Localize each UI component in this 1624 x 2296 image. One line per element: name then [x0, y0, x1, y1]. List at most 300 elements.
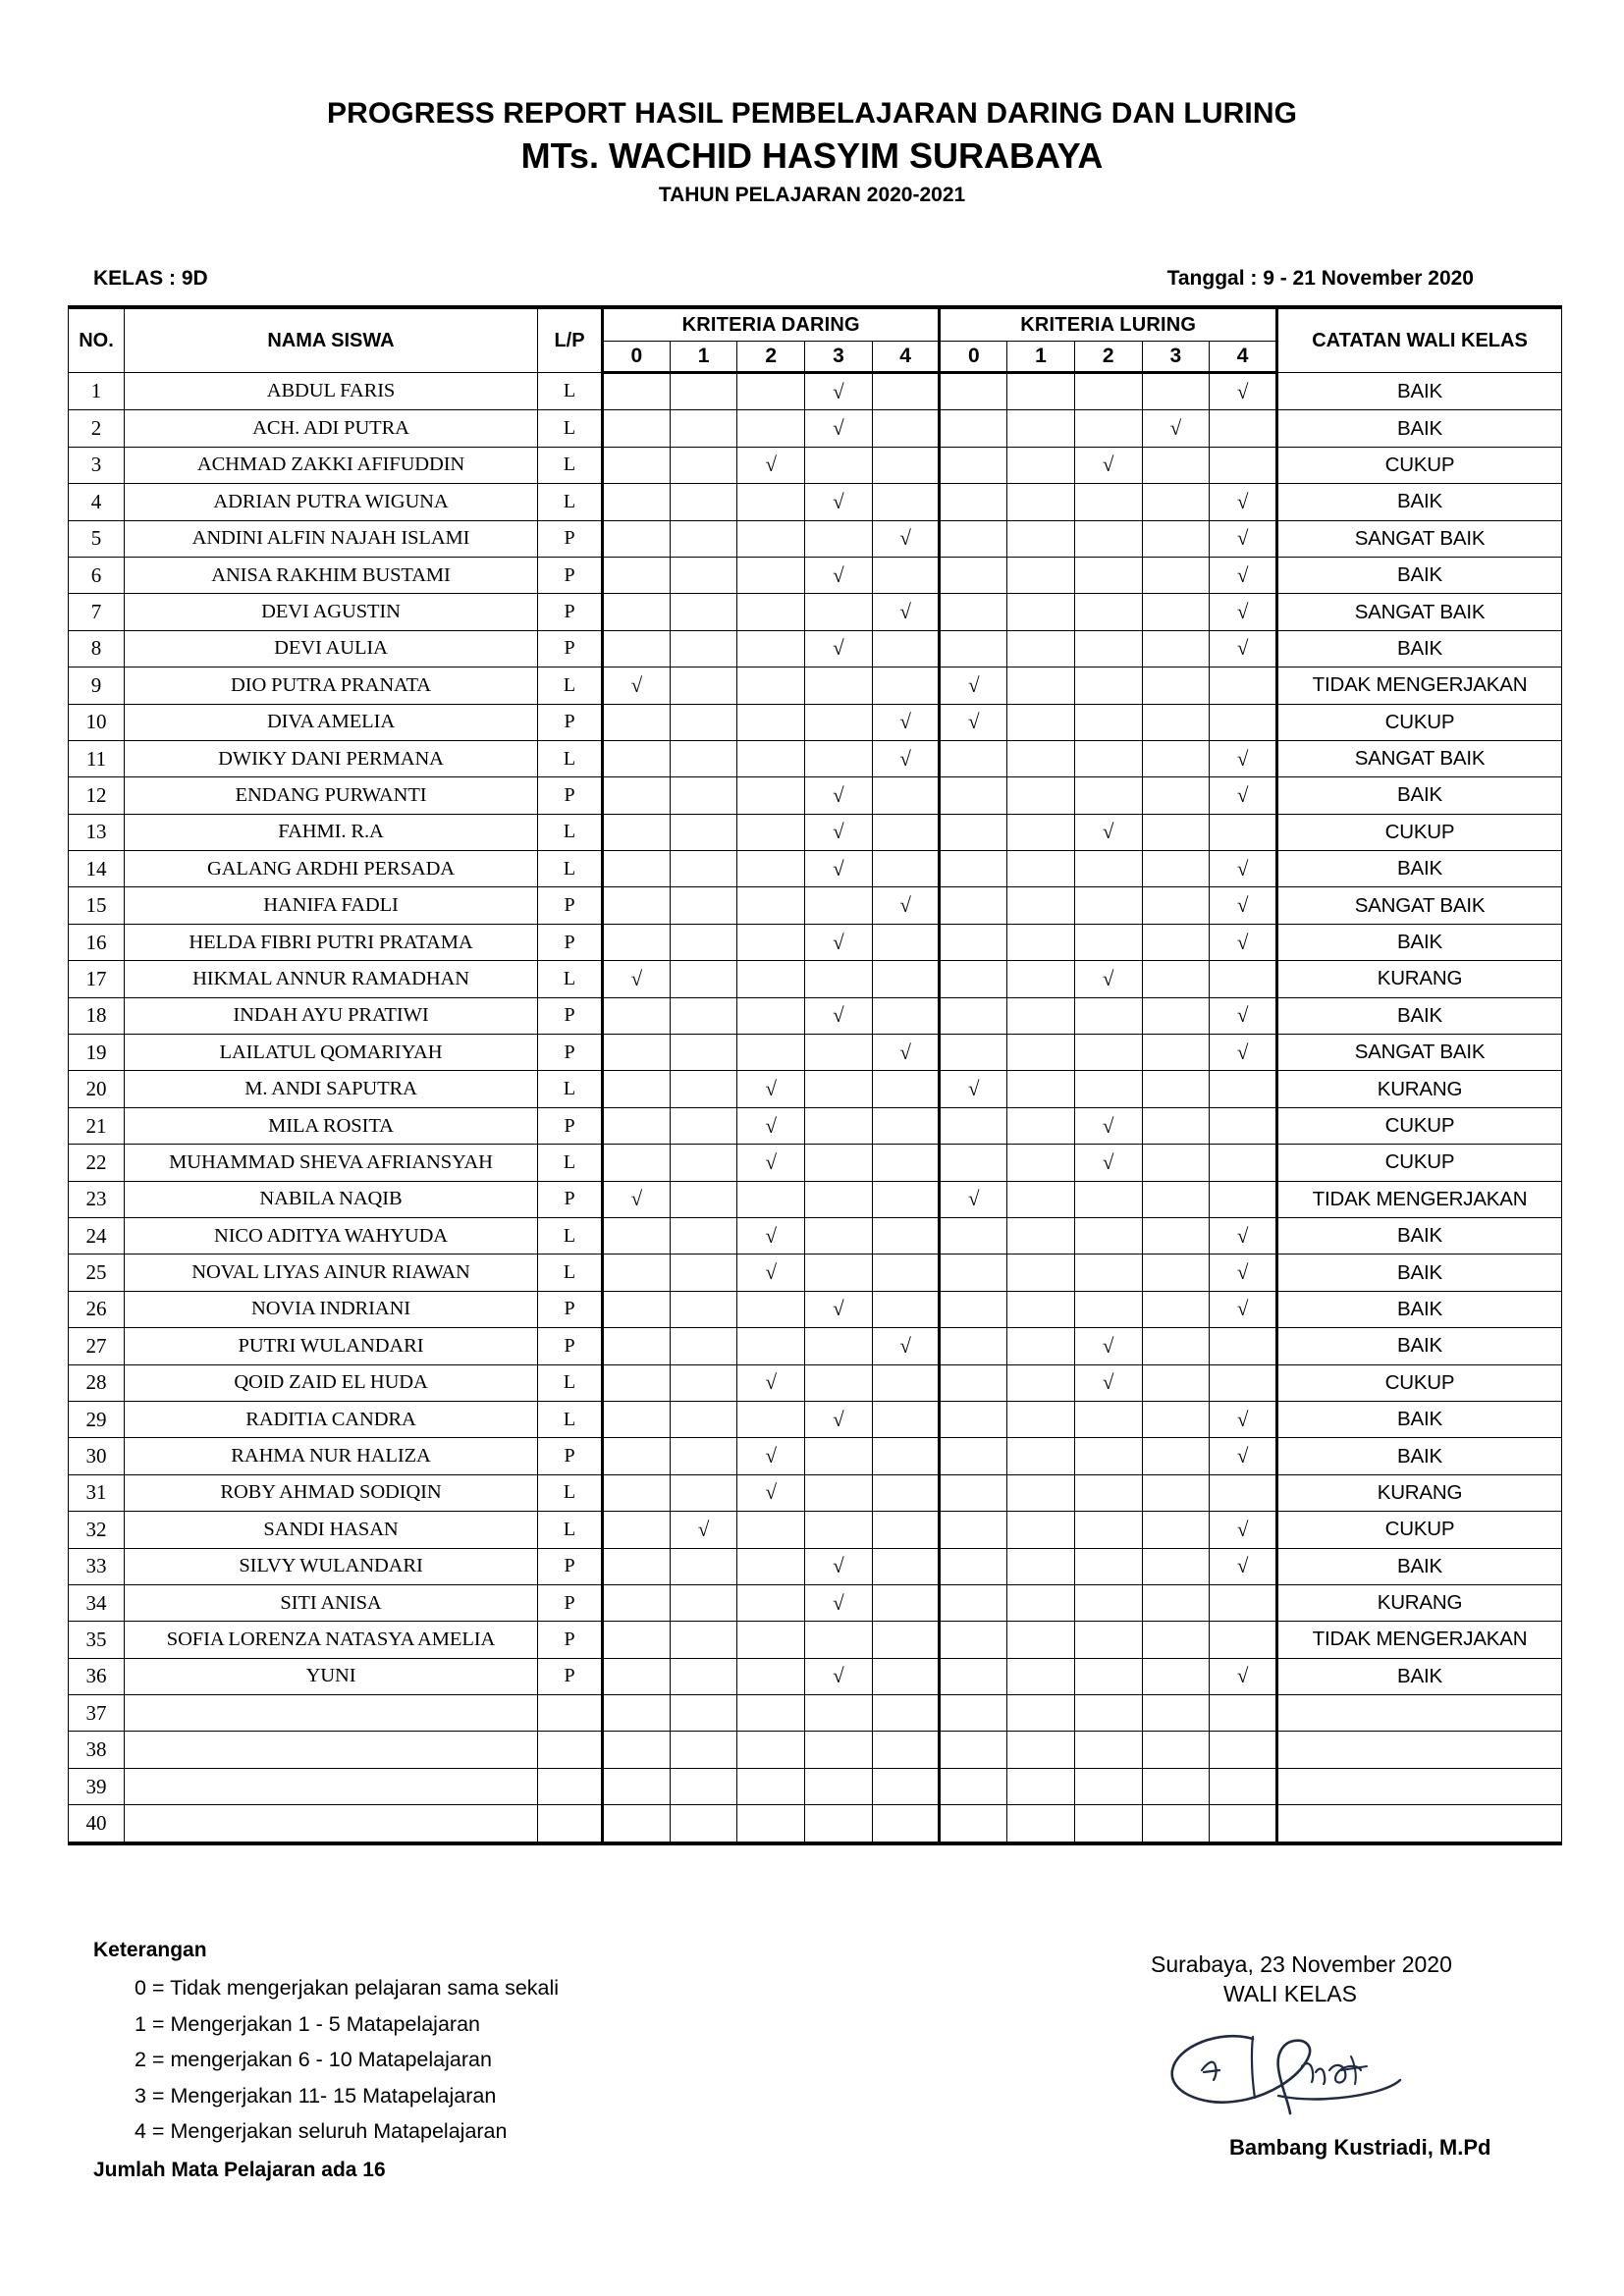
cell-luring-0[interactable] — [940, 520, 1007, 557]
cell-luring-1[interactable] — [1007, 630, 1075, 667]
cell-luring-0[interactable] — [940, 557, 1007, 593]
cell-daring-1[interactable] — [670, 447, 737, 483]
cell-luring-3[interactable]: √ — [1142, 410, 1210, 447]
cell-daring-0[interactable]: √ — [603, 1181, 671, 1217]
cell-daring-2[interactable] — [737, 1768, 805, 1804]
cell-luring-2[interactable] — [1074, 1658, 1142, 1694]
table-row[interactable] — [69, 1768, 1562, 1804]
cell-luring-4[interactable]: √ — [1210, 594, 1277, 630]
cell-daring-0[interactable] — [603, 1805, 671, 1843]
cell-luring-1[interactable] — [1007, 667, 1075, 704]
cell-luring-3[interactable] — [1142, 814, 1210, 850]
cell-luring-0[interactable] — [940, 1658, 1007, 1694]
cell-luring-0[interactable] — [940, 887, 1007, 924]
cell-daring-4[interactable] — [872, 1805, 940, 1843]
table-row[interactable] — [69, 1622, 1562, 1658]
cell-luring-4[interactable]: √ — [1210, 1255, 1277, 1291]
cell-daring-4[interactable] — [872, 1364, 940, 1401]
cell-luring-4[interactable] — [1210, 1768, 1277, 1804]
cell-daring-0[interactable] — [603, 1584, 671, 1621]
cell-luring-1[interactable] — [1007, 851, 1075, 887]
cell-luring-3[interactable] — [1142, 851, 1210, 887]
table-row[interactable] — [69, 594, 1562, 630]
cell-luring-0[interactable] — [940, 1438, 1007, 1474]
table-row[interactable] — [69, 704, 1562, 740]
cell-luring-3[interactable] — [1142, 630, 1210, 667]
cell-daring-3[interactable] — [805, 961, 873, 997]
cell-daring-2[interactable]: √ — [737, 1474, 805, 1511]
cell-luring-0[interactable] — [940, 1474, 1007, 1511]
cell-daring-1[interactable] — [670, 887, 737, 924]
cell-luring-1[interactable] — [1007, 1181, 1075, 1217]
cell-luring-0[interactable] — [940, 997, 1007, 1034]
cell-luring-4[interactable]: √ — [1210, 1438, 1277, 1474]
table-row[interactable] — [69, 1181, 1562, 1217]
cell-luring-1[interactable] — [1007, 1474, 1075, 1511]
cell-daring-4[interactable] — [872, 373, 940, 410]
cell-daring-2[interactable] — [737, 1512, 805, 1548]
cell-daring-4[interactable] — [872, 557, 940, 593]
cell-daring-4[interactable] — [872, 1145, 940, 1181]
cell-luring-0[interactable] — [940, 1548, 1007, 1584]
cell-luring-4[interactable]: √ — [1210, 1291, 1277, 1327]
cell-luring-3[interactable] — [1142, 1622, 1210, 1658]
cell-daring-3[interactable]: √ — [805, 851, 873, 887]
table-row[interactable] — [69, 1291, 1562, 1327]
cell-daring-2[interactable] — [737, 1181, 805, 1217]
cell-luring-3[interactable] — [1142, 1035, 1210, 1071]
cell-daring-2[interactable] — [737, 1732, 805, 1768]
cell-luring-4[interactable]: √ — [1210, 373, 1277, 410]
cell-luring-2[interactable] — [1074, 1805, 1142, 1843]
cell-luring-2[interactable] — [1074, 887, 1142, 924]
cell-luring-4[interactable] — [1210, 1181, 1277, 1217]
cell-daring-3[interactable]: √ — [805, 373, 873, 410]
cell-daring-0[interactable] — [603, 1732, 671, 1768]
cell-luring-4[interactable]: √ — [1210, 557, 1277, 593]
cell-daring-3[interactable] — [805, 1512, 873, 1548]
cell-daring-0[interactable] — [603, 594, 671, 630]
cell-luring-3[interactable] — [1142, 373, 1210, 410]
cell-luring-0[interactable] — [940, 410, 1007, 447]
cell-daring-1[interactable] — [670, 1438, 737, 1474]
cell-daring-4[interactable] — [872, 667, 940, 704]
cell-luring-1[interactable] — [1007, 777, 1075, 814]
cell-luring-2[interactable]: √ — [1074, 814, 1142, 850]
cell-daring-1[interactable] — [670, 814, 737, 850]
cell-luring-3[interactable] — [1142, 1145, 1210, 1181]
cell-luring-4[interactable]: √ — [1210, 1401, 1277, 1437]
cell-luring-0[interactable]: √ — [940, 704, 1007, 740]
cell-luring-2[interactable] — [1074, 1474, 1142, 1511]
cell-daring-2[interactable] — [737, 887, 805, 924]
cell-luring-2[interactable] — [1074, 1438, 1142, 1474]
cell-daring-1[interactable] — [670, 373, 737, 410]
cell-daring-0[interactable] — [603, 777, 671, 814]
cell-luring-1[interactable] — [1007, 1401, 1075, 1437]
cell-daring-3[interactable]: √ — [805, 1291, 873, 1327]
cell-luring-2[interactable]: √ — [1074, 1364, 1142, 1401]
cell-daring-1[interactable] — [670, 1474, 737, 1511]
cell-luring-0[interactable]: √ — [940, 667, 1007, 704]
table-row[interactable] — [69, 410, 1562, 447]
cell-luring-4[interactable] — [1210, 1584, 1277, 1621]
cell-daring-3[interactable] — [805, 1035, 873, 1071]
cell-luring-4[interactable] — [1210, 814, 1277, 850]
cell-daring-3[interactable] — [805, 1805, 873, 1843]
cell-daring-4[interactable]: √ — [872, 1328, 940, 1364]
cell-luring-4[interactable] — [1210, 1145, 1277, 1181]
cell-luring-1[interactable] — [1007, 814, 1075, 850]
table-row[interactable] — [69, 777, 1562, 814]
cell-luring-1[interactable] — [1007, 557, 1075, 593]
cell-daring-2[interactable] — [737, 557, 805, 593]
cell-daring-1[interactable] — [670, 1181, 737, 1217]
table-row[interactable] — [69, 557, 1562, 593]
table-row[interactable] — [69, 740, 1562, 776]
cell-luring-3[interactable] — [1142, 520, 1210, 557]
cell-luring-1[interactable] — [1007, 1622, 1075, 1658]
cell-daring-3[interactable]: √ — [805, 1548, 873, 1584]
cell-luring-0[interactable] — [940, 484, 1007, 520]
cell-luring-1[interactable] — [1007, 484, 1075, 520]
cell-luring-4[interactable]: √ — [1210, 1548, 1277, 1584]
table-row[interactable] — [69, 484, 1562, 520]
cell-luring-1[interactable] — [1007, 1438, 1075, 1474]
cell-luring-3[interactable] — [1142, 594, 1210, 630]
table-row[interactable] — [69, 924, 1562, 960]
cell-daring-0[interactable] — [603, 1107, 671, 1144]
cell-daring-3[interactable] — [805, 1328, 873, 1364]
cell-luring-4[interactable]: √ — [1210, 520, 1277, 557]
cell-luring-2[interactable] — [1074, 1548, 1142, 1584]
table-row[interactable] — [69, 1364, 1562, 1401]
cell-daring-3[interactable] — [805, 1695, 873, 1732]
cell-luring-3[interactable] — [1142, 557, 1210, 593]
cell-daring-2[interactable] — [737, 410, 805, 447]
cell-daring-4[interactable] — [872, 1291, 940, 1327]
cell-daring-1[interactable] — [670, 1107, 737, 1144]
cell-luring-2[interactable]: √ — [1074, 1328, 1142, 1364]
cell-luring-2[interactable]: √ — [1074, 1107, 1142, 1144]
cell-luring-4[interactable] — [1210, 1474, 1277, 1511]
cell-daring-2[interactable] — [737, 704, 805, 740]
cell-luring-3[interactable] — [1142, 1328, 1210, 1364]
cell-luring-4[interactable] — [1210, 447, 1277, 483]
cell-daring-0[interactable] — [603, 447, 671, 483]
table-row[interactable] — [69, 1255, 1562, 1291]
cell-daring-1[interactable] — [670, 1291, 737, 1327]
cell-daring-0[interactable] — [603, 1328, 671, 1364]
cell-luring-1[interactable] — [1007, 1548, 1075, 1584]
cell-luring-2[interactable] — [1074, 1584, 1142, 1621]
cell-daring-1[interactable] — [670, 1584, 737, 1621]
cell-luring-4[interactable]: √ — [1210, 630, 1277, 667]
cell-luring-2[interactable]: √ — [1074, 1145, 1142, 1181]
cell-daring-3[interactable] — [805, 1732, 873, 1768]
cell-daring-0[interactable] — [603, 997, 671, 1034]
cell-daring-0[interactable] — [603, 630, 671, 667]
cell-luring-3[interactable] — [1142, 704, 1210, 740]
cell-luring-3[interactable] — [1142, 961, 1210, 997]
cell-luring-2[interactable] — [1074, 410, 1142, 447]
cell-daring-2[interactable] — [737, 740, 805, 776]
cell-luring-0[interactable] — [940, 1805, 1007, 1843]
cell-daring-4[interactable] — [872, 1071, 940, 1107]
cell-luring-0[interactable]: √ — [940, 1071, 1007, 1107]
cell-luring-1[interactable] — [1007, 704, 1075, 740]
cell-daring-0[interactable] — [603, 740, 671, 776]
cell-daring-3[interactable]: √ — [805, 484, 873, 520]
cell-luring-3[interactable] — [1142, 1512, 1210, 1548]
cell-luring-2[interactable] — [1074, 1255, 1142, 1291]
table-row[interactable] — [69, 1071, 1562, 1107]
cell-daring-2[interactable] — [737, 520, 805, 557]
table-row[interactable] — [69, 1695, 1562, 1732]
cell-daring-4[interactable] — [872, 1438, 940, 1474]
cell-luring-2[interactable] — [1074, 1217, 1142, 1254]
cell-luring-1[interactable] — [1007, 997, 1075, 1034]
cell-daring-3[interactable] — [805, 520, 873, 557]
cell-daring-0[interactable] — [603, 1658, 671, 1694]
cell-luring-4[interactable] — [1210, 1695, 1277, 1732]
table-row[interactable] — [69, 520, 1562, 557]
cell-daring-0[interactable] — [603, 1438, 671, 1474]
cell-daring-2[interactable]: √ — [737, 1255, 805, 1291]
cell-daring-3[interactable] — [805, 667, 873, 704]
cell-luring-2[interactable]: √ — [1074, 961, 1142, 997]
cell-luring-4[interactable]: √ — [1210, 484, 1277, 520]
cell-luring-3[interactable] — [1142, 1548, 1210, 1584]
cell-daring-4[interactable] — [872, 1401, 940, 1437]
table-row[interactable] — [69, 1805, 1562, 1843]
cell-luring-3[interactable] — [1142, 1401, 1210, 1437]
cell-daring-0[interactable]: √ — [603, 961, 671, 997]
cell-luring-1[interactable] — [1007, 1328, 1075, 1364]
cell-luring-1[interactable] — [1007, 410, 1075, 447]
cell-daring-1[interactable] — [670, 1658, 737, 1694]
cell-luring-4[interactable] — [1210, 667, 1277, 704]
table-row[interactable] — [69, 887, 1562, 924]
cell-luring-2[interactable] — [1074, 557, 1142, 593]
cell-daring-3[interactable] — [805, 704, 873, 740]
cell-daring-1[interactable] — [670, 704, 737, 740]
cell-daring-2[interactable] — [737, 1548, 805, 1584]
cell-daring-1[interactable] — [670, 557, 737, 593]
cell-luring-3[interactable] — [1142, 1071, 1210, 1107]
cell-luring-3[interactable] — [1142, 1291, 1210, 1327]
cell-daring-4[interactable] — [872, 1217, 940, 1254]
cell-luring-2[interactable] — [1074, 1622, 1142, 1658]
table-row[interactable] — [69, 1548, 1562, 1584]
cell-luring-0[interactable] — [940, 1401, 1007, 1437]
cell-luring-1[interactable] — [1007, 1107, 1075, 1144]
cell-daring-1[interactable] — [670, 1364, 737, 1401]
cell-daring-0[interactable] — [603, 1768, 671, 1804]
cell-daring-0[interactable] — [603, 814, 671, 850]
cell-daring-2[interactable]: √ — [737, 1071, 805, 1107]
cell-luring-4[interactable]: √ — [1210, 851, 1277, 887]
cell-daring-4[interactable]: √ — [872, 887, 940, 924]
cell-luring-4[interactable]: √ — [1210, 1658, 1277, 1694]
cell-luring-2[interactable] — [1074, 1181, 1142, 1217]
cell-daring-1[interactable] — [670, 667, 737, 704]
cell-luring-1[interactable] — [1007, 1584, 1075, 1621]
cell-daring-1[interactable] — [670, 1768, 737, 1804]
cell-luring-3[interactable] — [1142, 1768, 1210, 1804]
cell-daring-2[interactable] — [737, 667, 805, 704]
cell-luring-3[interactable] — [1142, 924, 1210, 960]
cell-daring-2[interactable] — [737, 1695, 805, 1732]
cell-daring-2[interactable] — [737, 373, 805, 410]
cell-daring-2[interactable]: √ — [737, 1438, 805, 1474]
cell-daring-0[interactable] — [603, 373, 671, 410]
cell-luring-0[interactable] — [940, 447, 1007, 483]
cell-luring-0[interactable] — [940, 373, 1007, 410]
cell-luring-2[interactable] — [1074, 1695, 1142, 1732]
cell-luring-3[interactable] — [1142, 1584, 1210, 1621]
cell-daring-4[interactable]: √ — [872, 740, 940, 776]
table-row[interactable] — [69, 447, 1562, 483]
cell-luring-3[interactable] — [1142, 1438, 1210, 1474]
cell-luring-1[interactable] — [1007, 1071, 1075, 1107]
cell-luring-2[interactable] — [1074, 997, 1142, 1034]
cell-daring-2[interactable] — [737, 594, 805, 630]
table-row[interactable] — [69, 1035, 1562, 1071]
cell-daring-2[interactable] — [737, 1658, 805, 1694]
cell-daring-4[interactable] — [872, 1548, 940, 1584]
cell-daring-1[interactable] — [670, 1071, 737, 1107]
cell-daring-0[interactable] — [603, 704, 671, 740]
cell-luring-0[interactable] — [940, 1768, 1007, 1804]
cell-daring-3[interactable] — [805, 1217, 873, 1254]
cell-luring-4[interactable] — [1210, 1071, 1277, 1107]
cell-luring-3[interactable] — [1142, 1107, 1210, 1144]
cell-luring-4[interactable] — [1210, 1732, 1277, 1768]
table-row[interactable] — [69, 373, 1562, 410]
cell-daring-3[interactable] — [805, 887, 873, 924]
cell-daring-2[interactable] — [737, 924, 805, 960]
cell-luring-3[interactable] — [1142, 1695, 1210, 1732]
cell-daring-4[interactable] — [872, 1181, 940, 1217]
cell-daring-1[interactable] — [670, 1548, 737, 1584]
cell-daring-0[interactable]: √ — [603, 667, 671, 704]
cell-luring-2[interactable] — [1074, 373, 1142, 410]
table-row[interactable] — [69, 1584, 1562, 1621]
cell-daring-1[interactable] — [670, 410, 737, 447]
cell-luring-1[interactable] — [1007, 1364, 1075, 1401]
table-row[interactable] — [69, 1438, 1562, 1474]
cell-luring-1[interactable] — [1007, 373, 1075, 410]
cell-luring-0[interactable] — [940, 630, 1007, 667]
cell-luring-1[interactable] — [1007, 447, 1075, 483]
cell-luring-4[interactable]: √ — [1210, 997, 1277, 1034]
cell-daring-4[interactable] — [872, 484, 940, 520]
cell-daring-4[interactable] — [872, 1474, 940, 1511]
cell-luring-1[interactable] — [1007, 1658, 1075, 1694]
cell-daring-2[interactable]: √ — [737, 447, 805, 483]
cell-luring-1[interactable] — [1007, 1217, 1075, 1254]
cell-daring-4[interactable] — [872, 961, 940, 997]
cell-daring-3[interactable] — [805, 1438, 873, 1474]
cell-luring-0[interactable]: √ — [940, 1181, 1007, 1217]
cell-daring-1[interactable] — [670, 1805, 737, 1843]
cell-luring-4[interactable]: √ — [1210, 1035, 1277, 1071]
cell-luring-4[interactable]: √ — [1210, 887, 1277, 924]
cell-luring-1[interactable] — [1007, 924, 1075, 960]
cell-daring-2[interactable]: √ — [737, 1145, 805, 1181]
cell-daring-2[interactable]: √ — [737, 1364, 805, 1401]
cell-luring-2[interactable] — [1074, 484, 1142, 520]
cell-luring-0[interactable] — [940, 814, 1007, 850]
cell-luring-1[interactable] — [1007, 887, 1075, 924]
cell-luring-0[interactable] — [940, 1622, 1007, 1658]
cell-luring-3[interactable] — [1142, 447, 1210, 483]
cell-daring-3[interactable]: √ — [805, 1401, 873, 1437]
cell-luring-4[interactable]: √ — [1210, 740, 1277, 776]
cell-luring-4[interactable] — [1210, 1328, 1277, 1364]
cell-luring-2[interactable] — [1074, 740, 1142, 776]
cell-daring-0[interactable] — [603, 1622, 671, 1658]
cell-luring-0[interactable] — [940, 1328, 1007, 1364]
cell-daring-0[interactable] — [603, 887, 671, 924]
cell-daring-3[interactable]: √ — [805, 777, 873, 814]
cell-luring-3[interactable] — [1142, 1255, 1210, 1291]
cell-luring-0[interactable] — [940, 777, 1007, 814]
table-row[interactable] — [69, 961, 1562, 997]
cell-luring-1[interactable] — [1007, 520, 1075, 557]
cell-luring-4[interactable] — [1210, 704, 1277, 740]
cell-luring-1[interactable] — [1007, 740, 1075, 776]
cell-luring-4[interactable] — [1210, 1622, 1277, 1658]
cell-luring-0[interactable] — [940, 1695, 1007, 1732]
table-row[interactable] — [69, 814, 1562, 850]
cell-luring-1[interactable] — [1007, 1291, 1075, 1327]
cell-daring-2[interactable] — [737, 1401, 805, 1437]
cell-daring-1[interactable] — [670, 594, 737, 630]
cell-daring-2[interactable] — [737, 814, 805, 850]
cell-daring-1[interactable] — [670, 1695, 737, 1732]
cell-daring-4[interactable] — [872, 447, 940, 483]
cell-daring-3[interactable] — [805, 594, 873, 630]
cell-daring-1[interactable] — [670, 1622, 737, 1658]
cell-luring-1[interactable] — [1007, 1512, 1075, 1548]
cell-daring-0[interactable] — [603, 557, 671, 593]
cell-daring-1[interactable] — [670, 1035, 737, 1071]
cell-luring-0[interactable] — [940, 1107, 1007, 1144]
cell-luring-4[interactable]: √ — [1210, 777, 1277, 814]
cell-daring-3[interactable] — [805, 1768, 873, 1804]
cell-luring-3[interactable] — [1142, 887, 1210, 924]
table-row[interactable] — [69, 1145, 1562, 1181]
cell-daring-1[interactable]: √ — [670, 1512, 737, 1548]
cell-luring-1[interactable] — [1007, 594, 1075, 630]
cell-luring-3[interactable] — [1142, 1181, 1210, 1217]
cell-luring-1[interactable] — [1007, 1805, 1075, 1843]
cell-daring-0[interactable] — [603, 1364, 671, 1401]
cell-daring-2[interactable]: √ — [737, 1217, 805, 1254]
cell-daring-0[interactable] — [603, 484, 671, 520]
cell-luring-0[interactable] — [940, 1512, 1007, 1548]
cell-daring-1[interactable] — [670, 777, 737, 814]
cell-daring-1[interactable] — [670, 924, 737, 960]
cell-luring-3[interactable] — [1142, 667, 1210, 704]
cell-luring-3[interactable] — [1142, 1474, 1210, 1511]
cell-luring-0[interactable] — [940, 924, 1007, 960]
cell-daring-0[interactable] — [603, 410, 671, 447]
cell-daring-1[interactable] — [670, 1328, 737, 1364]
cell-daring-0[interactable] — [603, 1548, 671, 1584]
